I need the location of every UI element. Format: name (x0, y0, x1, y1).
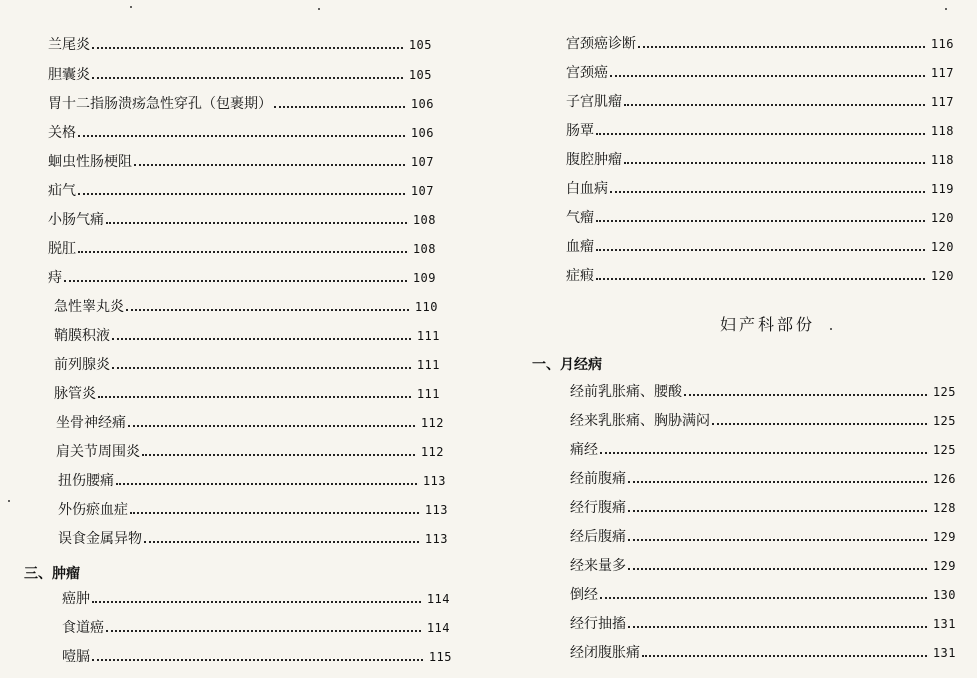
dot-leader (600, 596, 927, 599)
toc-entry-page: 120 (930, 269, 954, 283)
dot-leader (274, 105, 405, 108)
toc-entry-label: 胆囊炎 (48, 67, 90, 83)
dot-leader (638, 45, 925, 48)
toc-entry-label: 经后腹痛 (570, 529, 626, 545)
dot-leader (106, 629, 421, 632)
toc-entry (56, 443, 444, 461)
toc-entry-page: 114 (426, 592, 450, 606)
section-heading-tumors: 三、肿瘤 (24, 566, 80, 582)
toc-entry-page: 106 (410, 97, 434, 111)
toc-entry (58, 472, 446, 490)
dot-leader (112, 337, 411, 340)
dot-leader (628, 625, 927, 628)
toc-entry (48, 36, 432, 54)
part-title-obstetrics-gynecology: 妇产科部份 (720, 315, 816, 334)
toc-entry-label: 倒经 (570, 587, 598, 603)
toc-entry-label: 经来量多 (570, 558, 626, 574)
print-speck (318, 8, 320, 10)
toc-entry (570, 557, 956, 575)
toc-entry (62, 648, 452, 666)
toc-entry-page: 125 (932, 414, 956, 428)
toc-entry-page: 111 (416, 387, 440, 401)
toc-entry-label: 痔 (48, 270, 62, 286)
toc-entry (48, 211, 436, 229)
dot-leader (98, 395, 411, 398)
toc-entry-label: 肠覃 (566, 123, 594, 139)
toc-entry-page: 115 (428, 650, 452, 664)
dot-leader (610, 190, 925, 193)
print-speck (830, 328, 832, 330)
toc-entry-page: 109 (412, 271, 436, 285)
toc-entry-label: 经行抽搐 (570, 616, 626, 632)
toc-entry-page: 107 (410, 184, 434, 198)
toc-entry (570, 499, 956, 517)
dot-leader (628, 567, 927, 570)
toc-entry (48, 153, 434, 171)
toc-entry (48, 240, 436, 258)
toc-entry-page: 116 (930, 37, 954, 51)
toc-entry-page: 125 (932, 385, 956, 399)
toc-entry-page: 105 (408, 68, 432, 82)
toc-entry-label: 腹腔肿瘤 (566, 152, 622, 168)
toc-entry-label: 兰尾炎 (48, 37, 90, 53)
toc-entry-page: 110 (414, 300, 438, 314)
dot-leader (142, 453, 415, 456)
dot-leader (628, 480, 927, 483)
toc-entry-label: 白血病 (566, 181, 608, 197)
dot-leader (624, 161, 925, 164)
toc-entry-label: 脱肛 (48, 241, 76, 257)
toc-entry-label: 经行腹痛 (570, 500, 626, 516)
toc-entry (56, 414, 444, 432)
toc-entry-label: 气瘤 (566, 210, 594, 226)
toc-entry-page: 112 (420, 445, 444, 459)
dot-leader (116, 482, 417, 485)
toc-entry (566, 209, 954, 227)
toc-entry-page: 105 (408, 38, 432, 52)
toc-entry-page: 128 (932, 501, 956, 515)
dot-leader (596, 248, 925, 251)
toc-entry-label: 蛔虫性肠梗阻 (48, 154, 132, 170)
toc-entry (48, 66, 432, 84)
toc-entry-page: 129 (932, 530, 956, 544)
dot-leader (64, 279, 407, 282)
dot-leader (600, 451, 927, 454)
toc-entry (570, 441, 956, 459)
toc-entry (48, 269, 436, 287)
dot-leader (106, 221, 407, 224)
toc-entry (570, 412, 956, 430)
toc-entry-label: 血瘤 (566, 239, 594, 255)
dot-leader (596, 132, 925, 135)
toc-entry (58, 501, 448, 519)
toc-entry (566, 180, 954, 198)
toc-entry (570, 586, 956, 604)
toc-entry (566, 267, 954, 285)
print-speck (130, 6, 132, 8)
toc-entry-label: 鞘膜积液 (54, 328, 110, 344)
toc-entry-label: 肩关节周围炎 (56, 444, 140, 460)
toc-entry-page: 119 (930, 182, 954, 196)
toc-entry-page: 120 (930, 211, 954, 225)
toc-entry-page: 126 (932, 472, 956, 486)
toc-entry (54, 327, 440, 345)
toc-entry (566, 151, 954, 169)
toc-entry-label: 宫颈癌诊断 (566, 36, 636, 52)
toc-entry-page: 117 (930, 95, 954, 109)
toc-entry-label: 误食金属异物 (58, 531, 142, 547)
toc-entry-label: 外伤瘀血症 (58, 502, 128, 518)
toc-entry (570, 615, 956, 633)
dot-leader (628, 538, 927, 541)
toc-entry-label: 子宫肌瘤 (566, 94, 622, 110)
toc-entry-label: 坐骨神经痛 (56, 415, 126, 431)
toc-entry (48, 95, 434, 113)
dot-leader (78, 134, 405, 137)
dot-leader (610, 74, 925, 77)
dot-leader (92, 46, 403, 49)
toc-entry-page: 106 (410, 126, 434, 140)
print-speck (945, 8, 947, 10)
dot-leader (92, 658, 423, 661)
toc-entry-page: 125 (932, 443, 956, 457)
toc-entry (48, 182, 434, 200)
dot-leader (128, 424, 415, 427)
toc-entry-label: 经前乳胀痛、腰酸 (570, 384, 682, 400)
dot-leader (596, 219, 925, 222)
dot-leader (596, 277, 925, 280)
toc-entry (566, 64, 954, 82)
toc-entry-label: 食道癌 (62, 620, 104, 636)
toc-entry (566, 238, 954, 256)
dot-leader (624, 103, 925, 106)
toc-entry (62, 590, 450, 608)
toc-entry-page: 111 (416, 358, 440, 372)
dot-leader (92, 600, 421, 603)
section-heading-menstrual-disorders: 一、月经病 (532, 357, 602, 373)
toc-entry-label: 疝气 (48, 183, 76, 199)
toc-entry-page: 118 (930, 124, 954, 138)
dot-leader (628, 509, 927, 512)
left-page (0, 0, 480, 678)
toc-entry-page: 130 (932, 588, 956, 602)
dot-leader (712, 422, 927, 425)
dot-leader (684, 393, 927, 396)
toc-entry (570, 644, 956, 662)
dot-leader (642, 654, 927, 657)
toc-entry-page: 113 (422, 474, 446, 488)
toc-entry-label: 前列腺炎 (54, 357, 110, 373)
toc-entry-page: 107 (410, 155, 434, 169)
dot-leader (92, 76, 403, 79)
toc-entry-label: 经闭腹胀痛 (570, 645, 640, 661)
dot-leader (130, 511, 419, 514)
dot-leader (78, 250, 407, 253)
toc-entry-page: 120 (930, 240, 954, 254)
toc-entry (566, 93, 954, 111)
toc-entry (570, 528, 956, 546)
toc-entry (566, 122, 954, 140)
toc-entry (570, 383, 956, 401)
toc-entry-page: 113 (424, 532, 448, 546)
dot-leader (112, 366, 411, 369)
toc-entry-label: 症瘕 (566, 268, 594, 284)
toc-entry-page: 112 (420, 416, 444, 430)
toc-entry-label: 胃十二指肠溃疡急性穿孔（包裹期） (48, 96, 272, 112)
toc-entry-page: 118 (930, 153, 954, 167)
toc-entry-label: 噎膈 (62, 649, 90, 665)
toc-entry-label: 小肠气痛 (48, 212, 104, 228)
dot-leader (134, 163, 405, 166)
print-speck (8, 500, 10, 502)
toc-entry (48, 124, 434, 142)
toc-entry (58, 530, 448, 548)
toc-entry-label: 急性睾丸炎 (54, 299, 124, 315)
toc-entry-page: 111 (416, 329, 440, 343)
toc-entry-page: 131 (932, 646, 956, 660)
dot-leader (144, 540, 419, 543)
toc-entry-page: 129 (932, 559, 956, 573)
toc-entry (570, 470, 956, 488)
toc-entry-page: 117 (930, 66, 954, 80)
toc-entry-label: 宫颈癌 (566, 65, 608, 81)
toc-entry (54, 356, 440, 374)
toc-entry-page: 113 (424, 503, 448, 517)
toc-entry (54, 385, 440, 403)
toc-entry-label: 脉管炎 (54, 386, 96, 402)
toc-entry-page: 114 (426, 621, 450, 635)
dot-leader (78, 192, 405, 195)
dot-leader (126, 308, 409, 311)
toc-entry-label: 扭伤腰痛 (58, 473, 114, 489)
toc-entry (62, 619, 450, 637)
toc-entry-label: 关格 (48, 125, 76, 141)
toc-entry-label: 癌肿 (62, 591, 90, 607)
toc-entry-page: 131 (932, 617, 956, 631)
toc-entry-label: 经来乳胀痛、胸胁满闷 (570, 413, 710, 429)
toc-entry (54, 298, 438, 316)
toc-entry-label: 经前腹痛 (570, 471, 626, 487)
toc-entry (566, 35, 954, 53)
right-page (490, 0, 977, 678)
toc-entry-page: 108 (412, 242, 436, 256)
toc-entry-page: 108 (412, 213, 436, 227)
toc-entry-label: 痛经 (570, 442, 598, 458)
